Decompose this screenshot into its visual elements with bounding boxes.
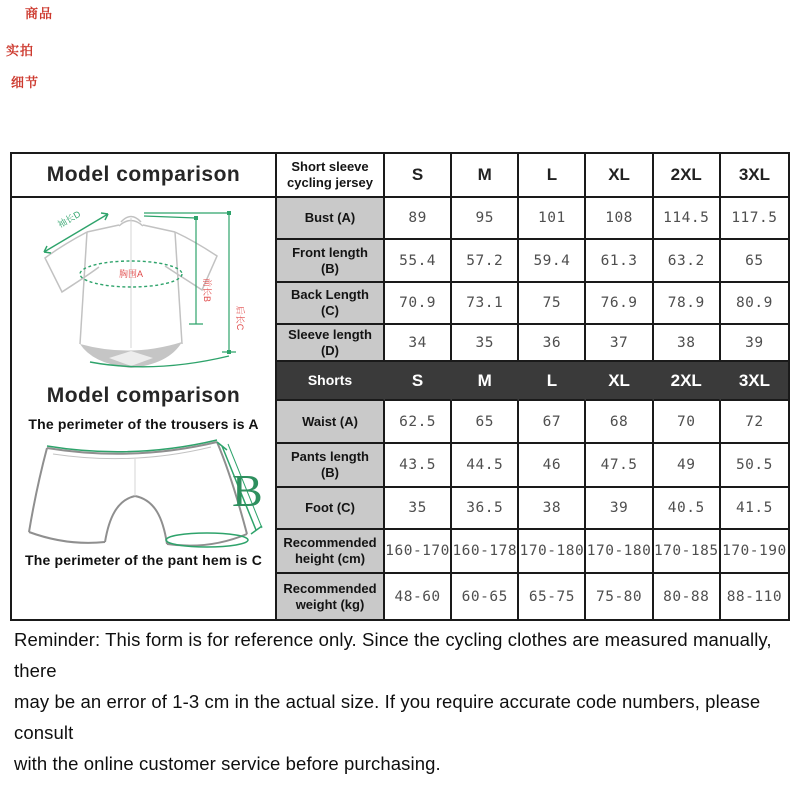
size-value-cell: 170-185 bbox=[654, 530, 721, 574]
row-label-cell: Sleeve length (D) bbox=[277, 325, 385, 362]
reminder-line: Reminder: This form is for reference only. Since the cycling clothes are measured manually, there bbox=[14, 629, 772, 682]
reminder-line: with the online customer service before purchasing. bbox=[14, 753, 441, 775]
size-value-cell: 65 bbox=[721, 240, 788, 283]
size-value-cell: 50.5 bbox=[721, 444, 788, 488]
row-label-cell: Recommended weight (kg) bbox=[277, 574, 385, 619]
pant-hem-perimeter-note: The perimeter of the pant hem is C bbox=[24, 552, 263, 568]
size-column-header: S bbox=[385, 362, 452, 401]
size-value-cell: 61.3 bbox=[586, 240, 653, 283]
size-value-cell: 75-80 bbox=[586, 574, 653, 619]
row-label-cell: Waist (A) bbox=[277, 401, 385, 444]
back-length-label: 后长C bbox=[234, 305, 245, 331]
size-column-header: XL bbox=[586, 154, 653, 198]
size-value-cell: 170-190 bbox=[721, 530, 788, 574]
size-value-cell: 37 bbox=[586, 325, 653, 362]
size-value-cell: 80-88 bbox=[654, 574, 721, 619]
size-value-cell: 57.2 bbox=[452, 240, 519, 283]
reminder-line: may be an error of 1-3 cm in the actual size. If you require accurate code numbers, please consult bbox=[14, 691, 761, 744]
size-value-cell: 108 bbox=[586, 198, 653, 240]
model-comparison-panel bbox=[12, 154, 277, 619]
size-value-cell: 44.5 bbox=[452, 444, 519, 488]
size-column-header: 3XL bbox=[721, 362, 788, 401]
size-value-cell: 95 bbox=[452, 198, 519, 240]
size-value-cell: 55.4 bbox=[385, 240, 452, 283]
size-column-header: XL bbox=[586, 362, 653, 401]
front-length-label: 前长B bbox=[201, 277, 212, 303]
size-value-cell: 36 bbox=[519, 325, 586, 362]
model-comparison-title: Model comparison bbox=[46, 163, 241, 186]
row-label-cell: Front length (B) bbox=[277, 240, 385, 283]
size-value-cell: 40.5 bbox=[654, 488, 721, 530]
size-value-cell: 38 bbox=[654, 325, 721, 362]
size-value-cell: 65-75 bbox=[519, 574, 586, 619]
bust-label: 胸围A bbox=[118, 269, 143, 279]
size-value-cell: 160-178 bbox=[452, 530, 519, 574]
size-column-header: M bbox=[452, 362, 519, 401]
size-value-cell: 73.1 bbox=[452, 283, 519, 325]
size-column-header: 3XL bbox=[721, 154, 788, 198]
size-value-cell: 48-60 bbox=[385, 574, 452, 619]
table-corner-cell: Short sleeve cycling jersey bbox=[277, 154, 385, 198]
size-grid bbox=[277, 154, 788, 619]
size-value-cell: 39 bbox=[586, 488, 653, 530]
size-column-header: 2XL bbox=[654, 362, 721, 401]
size-value-cell: 67 bbox=[519, 401, 586, 444]
size-column-header: S bbox=[385, 154, 452, 198]
row-label-cell: Foot (C) bbox=[277, 488, 385, 530]
jersey-diagram bbox=[24, 206, 264, 370]
size-value-cell: 70 bbox=[654, 401, 721, 444]
size-value-cell: 101 bbox=[519, 198, 586, 240]
pants-length-b-label: B bbox=[231, 465, 263, 516]
size-value-cell: 43.5 bbox=[385, 444, 452, 488]
size-value-cell: 117.5 bbox=[721, 198, 788, 240]
shorts-section-header: Shorts bbox=[277, 362, 385, 401]
size-value-cell: 80.9 bbox=[721, 283, 788, 325]
size-value-cell: 35 bbox=[385, 488, 452, 530]
size-column-header: L bbox=[519, 154, 586, 198]
size-value-cell: 34 bbox=[385, 325, 452, 362]
row-label-cell: Pants length (B) bbox=[277, 444, 385, 488]
size-value-cell: 63.2 bbox=[654, 240, 721, 283]
watermark-text: 商品 bbox=[25, 7, 54, 22]
sleeve-length-label: 袖长D bbox=[55, 208, 82, 230]
size-value-cell: 49 bbox=[654, 444, 721, 488]
trousers-perimeter-note: The perimeter of the trousers is A bbox=[28, 416, 259, 432]
size-value-cell: 68 bbox=[586, 401, 653, 444]
size-value-cell: 72 bbox=[721, 401, 788, 444]
size-value-cell: 76.9 bbox=[586, 283, 653, 325]
watermark-text: 实拍 bbox=[6, 44, 35, 59]
size-value-cell: 160-170 bbox=[385, 530, 452, 574]
row-label-cell: Back Length (C) bbox=[277, 283, 385, 325]
size-value-cell: 65 bbox=[452, 401, 519, 444]
size-value-cell: 39 bbox=[721, 325, 788, 362]
size-value-cell: 41.5 bbox=[721, 488, 788, 530]
size-chart-table bbox=[10, 152, 790, 621]
model-comparison-title-2: Model comparison bbox=[46, 384, 241, 407]
size-column-header: L bbox=[519, 362, 586, 401]
watermark-text: 细节 bbox=[11, 76, 40, 91]
size-value-cell: 75 bbox=[519, 283, 586, 325]
size-column-header: M bbox=[452, 154, 519, 198]
size-value-cell: 70.9 bbox=[385, 283, 452, 325]
size-value-cell: 62.5 bbox=[385, 401, 452, 444]
size-value-cell: 89 bbox=[385, 198, 452, 240]
shorts-measure-lines bbox=[47, 440, 262, 547]
shorts-diagram bbox=[19, 434, 269, 552]
size-value-cell: 47.5 bbox=[586, 444, 653, 488]
reminder-text bbox=[14, 624, 794, 779]
size-value-cell: 78.9 bbox=[654, 283, 721, 325]
row-label-cell: Bust (A) bbox=[277, 198, 385, 240]
size-value-cell: 114.5 bbox=[654, 198, 721, 240]
size-value-cell: 36.5 bbox=[452, 488, 519, 530]
model-comparison-body bbox=[12, 198, 275, 619]
size-value-cell: 59.4 bbox=[519, 240, 586, 283]
size-value-cell: 170-180 bbox=[519, 530, 586, 574]
size-value-cell: 170-180 bbox=[586, 530, 653, 574]
size-value-cell: 46 bbox=[519, 444, 586, 488]
size-value-cell: 35 bbox=[452, 325, 519, 362]
size-value-cell: 60-65 bbox=[452, 574, 519, 619]
size-value-cell: 88-110 bbox=[721, 574, 788, 619]
size-value-cell: 38 bbox=[519, 488, 586, 530]
row-label-cell: Recommended height (cm) bbox=[277, 530, 385, 574]
size-column-header: 2XL bbox=[654, 154, 721, 198]
model-comparison-header bbox=[12, 154, 275, 198]
